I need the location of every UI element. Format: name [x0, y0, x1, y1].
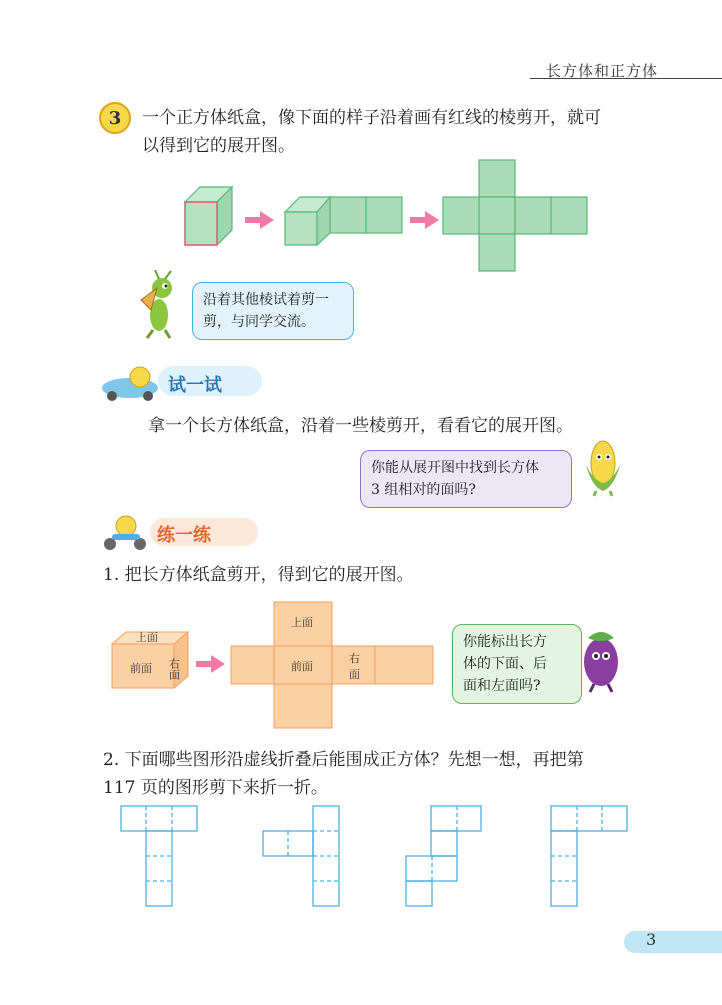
problem-number: 3 — [108, 108, 122, 129]
try-bubble-line2: 3 组相对的面吗? — [371, 482, 476, 498]
practice-section-title: 练一练 — [157, 525, 211, 546]
practice-item2-line1: 2. 下面哪些图形沿虚线折叠后能围成正方体？先想一想，再把第 — [103, 750, 584, 770]
cube-net-figure — [443, 160, 587, 271]
practice-bubble-line2: 体的下面、后 — [463, 656, 547, 672]
problem-number-badge — [98, 101, 132, 135]
net-label-right-1: 右 — [349, 652, 360, 665]
arrow-right-icon — [196, 655, 228, 673]
cuboid-box-figure — [108, 628, 194, 690]
box-label-right: 右面 — [167, 658, 181, 680]
box-label-top: 上面 — [136, 631, 158, 644]
net-b — [263, 806, 339, 906]
eggplant-mascot-icon — [574, 624, 628, 694]
problem3-text — [142, 104, 662, 160]
try-bubble — [360, 450, 572, 508]
folding-nets-figure — [115, 800, 635, 915]
grasshopper-mascot-icon — [137, 270, 187, 340]
practice-item2-line2: 117 页的图形剪下来折一折。 — [103, 778, 328, 798]
arrow-right-icon — [245, 211, 274, 229]
try-bubble-line1: 你能从展开图中找到长方体 — [371, 460, 539, 476]
hint-bubble — [192, 282, 354, 340]
page-number-tab — [624, 931, 722, 953]
net-d — [551, 806, 627, 906]
page-number: 3 — [646, 930, 657, 949]
corn-mascot-icon — [578, 435, 628, 497]
box-label-front: 前面 — [130, 662, 152, 675]
net-label-top: 上面 — [291, 616, 313, 629]
cube-figure — [185, 187, 232, 245]
header-rule — [530, 78, 722, 79]
practice-bubble-line3: 面和左面吗? — [463, 678, 541, 694]
practice-item2 — [103, 746, 703, 802]
partial-unfold-figure — [285, 197, 402, 245]
try-section-title: 试一试 — [168, 375, 222, 396]
practice-item1: 1. 把长方体纸盒剪开，得到它的展开图。 — [103, 565, 414, 585]
hint-bubble-line1: 沿着其他棱试着剪一 — [203, 292, 329, 308]
net-c — [406, 806, 481, 906]
practice-bubble-line1: 你能标出长方 — [463, 634, 547, 650]
arrow-right-icon — [410, 211, 439, 229]
problem3-text-line1: 一个正方体纸盒，像下面的样子沿着画有红线的棱剪开，就可 — [142, 108, 601, 128]
section-title: 长方体和正方体 — [545, 62, 658, 80]
net-label-right-2: 面 — [349, 668, 360, 681]
net-label-front: 前面 — [291, 660, 313, 673]
try-section-text: 拿一个长方体纸盒，沿着一些棱剪开，看看它的展开图。 — [148, 416, 573, 436]
practice-bubble — [452, 624, 582, 704]
problem3-text-line2: 以得到它的展开图。 — [142, 136, 295, 156]
cube-unfold-diagram — [180, 155, 590, 275]
cuboid-net-figure — [229, 600, 435, 730]
hint-bubble-line2: 剪，与同学交流。 — [203, 314, 315, 330]
net-a — [121, 806, 197, 906]
